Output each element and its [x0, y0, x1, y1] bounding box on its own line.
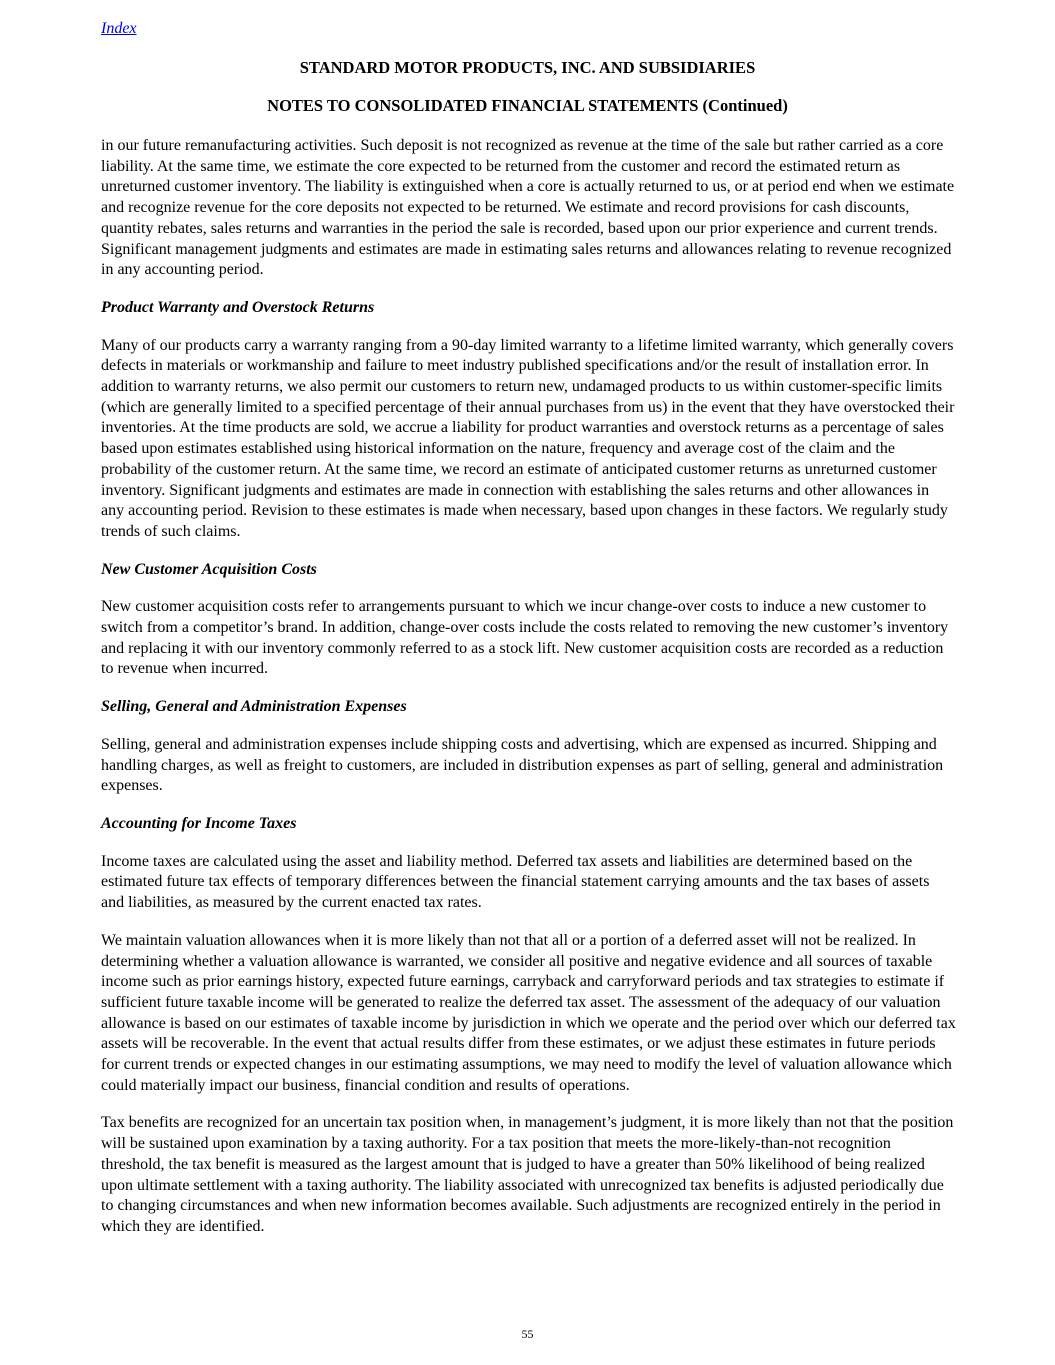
index-link[interactable]: Index	[101, 20, 137, 37]
income-taxes-paragraph-1: Income taxes are calculated using the asset and liability method. Deferred tax assets and liabilities are determined based on the estimated future tax effects of temporary differences between the financial statement carrying amounts and the tax bases of assets and liabilities, as measured by the current enacted tax rates.	[101, 852, 930, 912]
acquisition-costs-paragraph: New customer acquisition costs refer to arrangements pursuant to which we incur change-over costs to induce a new customer to switch from a competitor’s brand. In addition, change-over costs include the costs related to removing the new customer’s inventory and replacing it with our inventory commonly referred to as a stock lift. New customer acquisition costs are recorded as a reduction to revenue when incurred.	[101, 598, 949, 678]
income-taxes-heading: Accounting for Income Taxes	[101, 814, 297, 832]
sga-heading: Selling, General and Administration Expenses	[101, 698, 407, 716]
page-number: 55	[521, 1327, 534, 1341]
sga-paragraph: Selling, general and administration expenses include shipping costs and advertising, which are expensed as incurred. Shipping and handling charges, as well as freight to customers, are included in distribution expenses as part of selling, general and administration expenses.	[101, 735, 944, 795]
intro-paragraph: in our future remanufacturing activities. Such deposit is not recognized as revenue at the time of the sale but rather carried as a core liability. At the same time, we estimate the core expected to be returned from the customer and record the estimated return as unreturned customer inventory. The liability is extinguished when a core is actually returned to us, or at period end when we estimate and recognize revenue for the core deposits not expected to be returned. We estimate and record provisions for cash discounts, quantity rebates, sales returns and warranties in the period the sale is recorded, based upon our prior experience and current trends. Significant management judgments and estimates are made in estimating sales returns and allowances relating to revenue recognized in any accounting period.	[101, 137, 955, 279]
notes-title: NOTES TO CONSOLIDATED FINANCIAL STATEMENTS (Continued)	[267, 96, 788, 115]
company-title: STANDARD MOTOR PRODUCTS, INC. AND SUBSIDIARIES	[299, 58, 756, 77]
document-body	[101, 136, 956, 1255]
warranty-paragraph: Many of our products carry a warranty ranging from a 90-day limited warranty to a lifetime limited warranty, which generally covers defects in materials or workmanship and failure to meet industry published specifications and/or the result of installation error. In addition to warranty returns, we also permit our customers to return new, undamaged products to us within customer-specific limits (which are generally limited to a specified percentage of their annual purchases from us) in the event that they have overstocked their inventories. At the time products are sold, we accrue a liability for product warranties and overstock returns as a percentage of sales based upon estimates established using historical information on the nature, frequency and average cost of the claim and the probability of the customer return. At the same time, we record an estimate of anticipated customer returns as unreturned customer inventory. Significant judgments and estimates are made in connection with establishing the sales returns and other allowances in any accounting period. Revision to these estimates is made when necessary, based upon changes in these factors. We regularly study trends of such claims.	[101, 336, 955, 540]
warranty-heading: Product Warranty and Overstock Returns	[101, 298, 375, 316]
income-taxes-paragraph-3: Tax benefits are recognized for an uncertain tax position when, in management’s judgment, it is more likely than not that the position will be sustained upon examination by a taxing authority. For a tax position that meets the more-likely-than-not recognition threshold, the tax benefit is measured as the largest amount that is judged to have a greater than 50% likelihood of being realized upon ultimate settlement with a taxing authority. The liability associated with unrecognized tax benefits is adjusted periodically due to changing circumstances and when new information becomes available. Such adjustments are recognized entirely in the period in which they are identified.	[101, 1114, 954, 1235]
acquisition-costs-heading: New Customer Acquisition Costs	[101, 560, 317, 578]
income-taxes-paragraph-2: We maintain valuation allowances when it is more likely than not that all or a portion of a deferred asset will not be realized. In determining whether a valuation allowance is warranted, we consider all positive and negative evidence and all sources of taxable income such as prior earnings history, expected future earnings, carryback and carryforward periods and tax strategies to estimate if sufficient future taxable income will be generated to realize the deferred tax asset. The assessment of the adequacy of our valuation allowance is based on our estimates of taxable income by jurisdiction in which we operate and the period over which our deferred tax assets will be recoverable. In the event that actual results differ from these estimates, or we adjust these estimates in future periods for current trends or expected changes in our estimating assumptions, we may need to modify the level of valuation allowance which could materially impact our business, financial condition and results of operations.	[101, 931, 956, 1094]
